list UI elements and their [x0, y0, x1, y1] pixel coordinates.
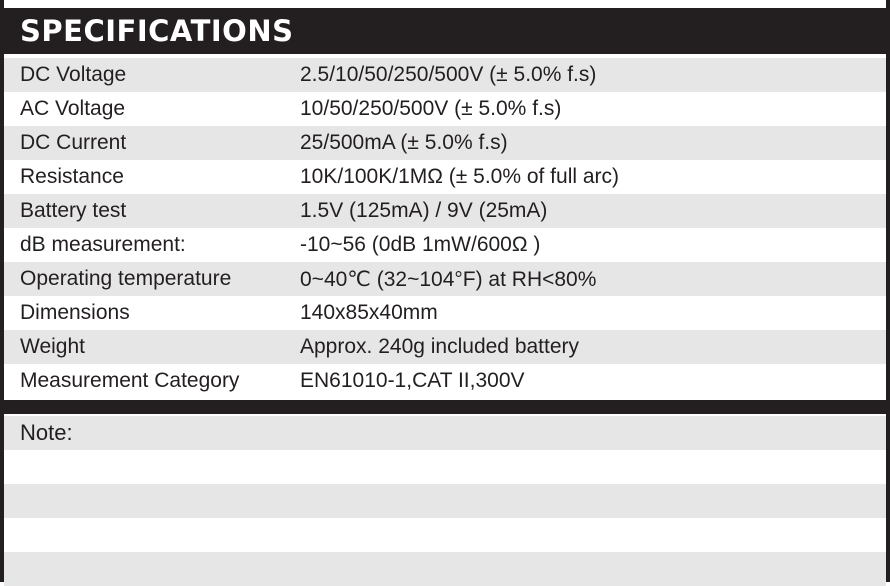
note-section: [4, 414, 886, 586]
note-row-label: [4, 416, 886, 450]
spec-row-resistance: [4, 160, 886, 194]
top-border: [4, 0, 886, 8]
spec-row-ac-voltage: [4, 92, 886, 126]
spec-value: 1.5V (125mA) / 9V (25mA): [300, 199, 548, 222]
spec-value: EN61010-1,CAT II,300V: [300, 369, 525, 392]
spec-row-dc-voltage: [4, 58, 886, 92]
spec-value: -10~56 (0dB 1mW/600Ω ): [300, 233, 541, 256]
spec-row-measurement-category: [4, 364, 886, 398]
spec-row-battery-test: [4, 194, 886, 228]
note-line: [4, 518, 886, 552]
spec-value: 10K/100K/1MΩ (± 5.0% of full arc): [300, 165, 620, 188]
specifications-header: [4, 8, 886, 54]
spec-label: Operating temperature: [20, 267, 232, 290]
spec-label: dB measurement:: [20, 233, 186, 256]
spec-value: 25/500mA (± 5.0% f.s): [300, 131, 508, 154]
spec-row-dc-current: [4, 126, 886, 160]
note-line: [4, 450, 886, 484]
spec-label: DC Current: [20, 131, 127, 154]
spec-row-dimensions: [4, 296, 886, 330]
spec-label: Measurement Category: [20, 369, 240, 392]
spec-label: Dimensions: [20, 301, 130, 324]
specifications-table: [4, 54, 886, 398]
spec-value: 2.5/10/50/250/500V (± 5.0% f.s): [300, 63, 597, 86]
spec-value: 140x85x40mm: [300, 301, 438, 324]
note-line: [4, 552, 886, 586]
note-line: [4, 484, 886, 518]
spec-row-operating-temperature: [4, 262, 886, 296]
spec-label: AC Voltage: [20, 97, 126, 120]
spec-label: Resistance: [20, 165, 124, 188]
section-divider: [4, 400, 886, 414]
spec-row-db-measurement: [4, 228, 886, 262]
note-label: Note:: [20, 420, 73, 445]
spec-label: DC Voltage: [20, 63, 127, 86]
spec-value: 10/50/250/500V (± 5.0% f.s): [300, 97, 562, 120]
spec-label: Battery test: [20, 199, 127, 222]
page-title: SPECIFICATIONS: [20, 14, 294, 48]
spec-value: Approx. 240g included battery: [300, 335, 580, 358]
spec-value: 0~40℃ (32~104°F) at RH<80%: [300, 267, 597, 291]
spec-row-weight: [4, 330, 886, 364]
spec-label: Weight: [20, 335, 85, 358]
